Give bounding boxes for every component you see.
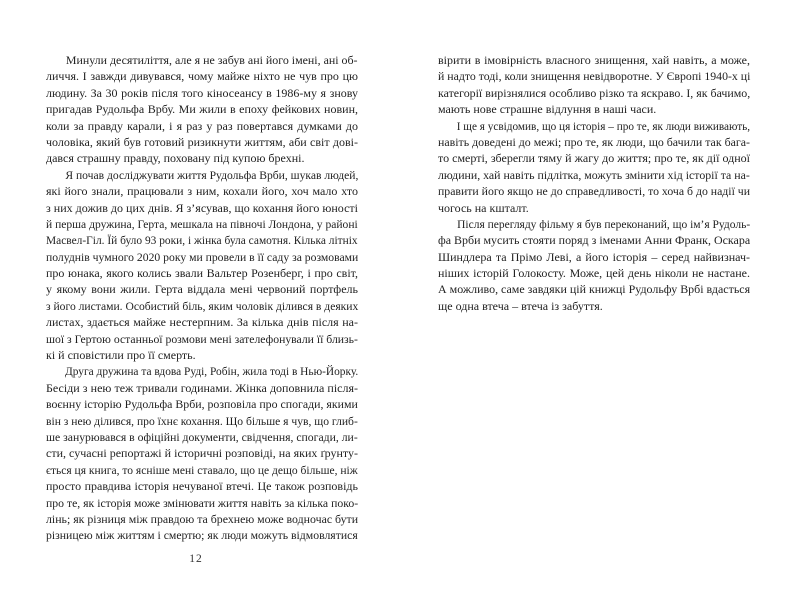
text-line: то смерті, зберегли тяму й жагу до життя; про те, як дії одної <box>438 151 750 166</box>
text-line: з його листами. Особистий біль, яким чоловік ділився в деяких <box>46 298 359 313</box>
text-line: які його знали, працювали з ним, кохали його, хоч мало хто <box>46 184 358 199</box>
text-line: він з нею ділився, про їхнє кохання. Що більше я чув, що глиб- <box>46 413 358 428</box>
text-line: чогось на кшталт. <box>438 200 529 215</box>
text-line: й перша дружина, Герта, мешкала на півночі Лондона, у районі <box>46 216 358 231</box>
text-line: Масвел-Гіл. Їй було 93 роки, і жінка була самотня. Кілька літніх <box>46 233 358 248</box>
text-line: шої з Гертою останньої розмови мені зателефонували її близь- <box>46 331 358 346</box>
text-line: воєнну історію Рудольфа Врби, розповіла про спогади, якими <box>46 397 358 412</box>
text-line: Минули десятиліття, але я не забув ані його імені, ані об- <box>65 53 358 67</box>
text-line: ніших історій Голокосту. Може, цей день ніколи не настане. <box>438 266 750 281</box>
text-line: Після перегляду фільму я був переконаний, що ім’я Рудоль- <box>457 216 751 231</box>
text-line: сти, сучасні репортажі й історичні розповіді, на яких ґрунту- <box>46 446 358 461</box>
text-line: людину. За 30 років після того кіносеансу в 1986-му я знову <box>46 85 358 100</box>
text-line: А можливо, саме завдяки цій книжці Рудольфу Врбі вдасться <box>438 282 751 297</box>
text-line: мають нове страшне відлуння в наші часи. <box>438 102 657 117</box>
text-line: полуднів чумного 2020 року ми провели в її саду за розмовами <box>46 249 359 264</box>
text-line: про юнака, якого колись звали Вальтер Розенберг, і про світ, <box>46 266 358 281</box>
text-line: лінь; як різниця між правдою та брехнею може водночас бути <box>46 511 359 526</box>
text-line: про те, як історія може змінювати життя навіть за кілька поко- <box>46 495 359 510</box>
text-line: пригадав Рудольфа Врбу. Ми жили в епоху фейкових новин, <box>46 102 358 117</box>
text-line: личчя. І завжди дивувався, чому майже ніхто не чув про цю <box>46 69 358 84</box>
text-line: Я почав досліджувати життя Рудольфа Врби, шукав людей, <box>65 167 359 182</box>
text-line: у якому вони жили. Герта віддала мені червоний портфель <box>46 282 358 297</box>
text-line: й надто тоді, коли знищення невідворотне. У Європі 1940-х ці <box>438 69 751 84</box>
text-line: ше занурювався в офіційні документи, свідчення, спогади, ли- <box>46 429 358 444</box>
text-line: ще одна втеча – втеча із забуття. <box>438 298 603 313</box>
text-line: І ще я усвідомив, що ця історія – про те, як люди виживають, <box>456 118 751 133</box>
right-text-column <box>438 52 750 314</box>
text-line: вірити в імовірність власного знищення, хай навіть, а може, <box>438 53 750 67</box>
text-line: коли за правду карали, і я раз у раз повертався думками до <box>46 118 358 133</box>
text-line: фа Врби мусить стояти поряд з іменами Анни Франк, Оскара <box>438 233 751 248</box>
text-line: навіть доведені до межі; про те, як люди, що бачили так бага- <box>438 134 750 149</box>
text-line: різницею між життям і смертю; як люди можуть відмовлятися <box>46 528 358 543</box>
text-line: Бесіди з нею теж тривали годинами. Жінка доповнила після- <box>46 380 358 395</box>
page-number: 12 <box>189 553 203 565</box>
text-line: дався страшну правду, поховану під купою брехні. <box>46 151 305 166</box>
text-line: Шиндлера та Прімо Леві, а його історія – серед найвизнач- <box>438 249 750 264</box>
text-line: просто правдива історія нечуваної втечі. Це також розповідь <box>46 479 358 494</box>
text-line: ється ця книга, то ясніше мені ставало, що це дещо більше, ніж <box>46 462 358 477</box>
text-line: людини, хай навіть підлітка, можуть змінити хід історії та на- <box>438 167 750 182</box>
text-line: кі й сповістили про її смерть. <box>46 348 196 363</box>
text-line: чоловіка, який був готовий ризикнути життям, аби світ дові- <box>46 134 358 149</box>
text-line: категорії вирізнялися особливо різко та яскраво. І, як бачимо, <box>438 85 751 100</box>
text-line: правити його якщо не до справедливості, то хоча б до надії чи <box>438 184 750 199</box>
text-line: листах, здається майже нестерпним. За кілька днів після на- <box>46 315 358 330</box>
text-line: з них дожив до цих днів. Я з’ясував, що кохання його юності <box>46 200 358 215</box>
text-line: Друга дружина та вдова Руді, Робін, жила тоді в Нью-Йорку. <box>64 364 359 379</box>
left-text-column <box>46 52 358 544</box>
